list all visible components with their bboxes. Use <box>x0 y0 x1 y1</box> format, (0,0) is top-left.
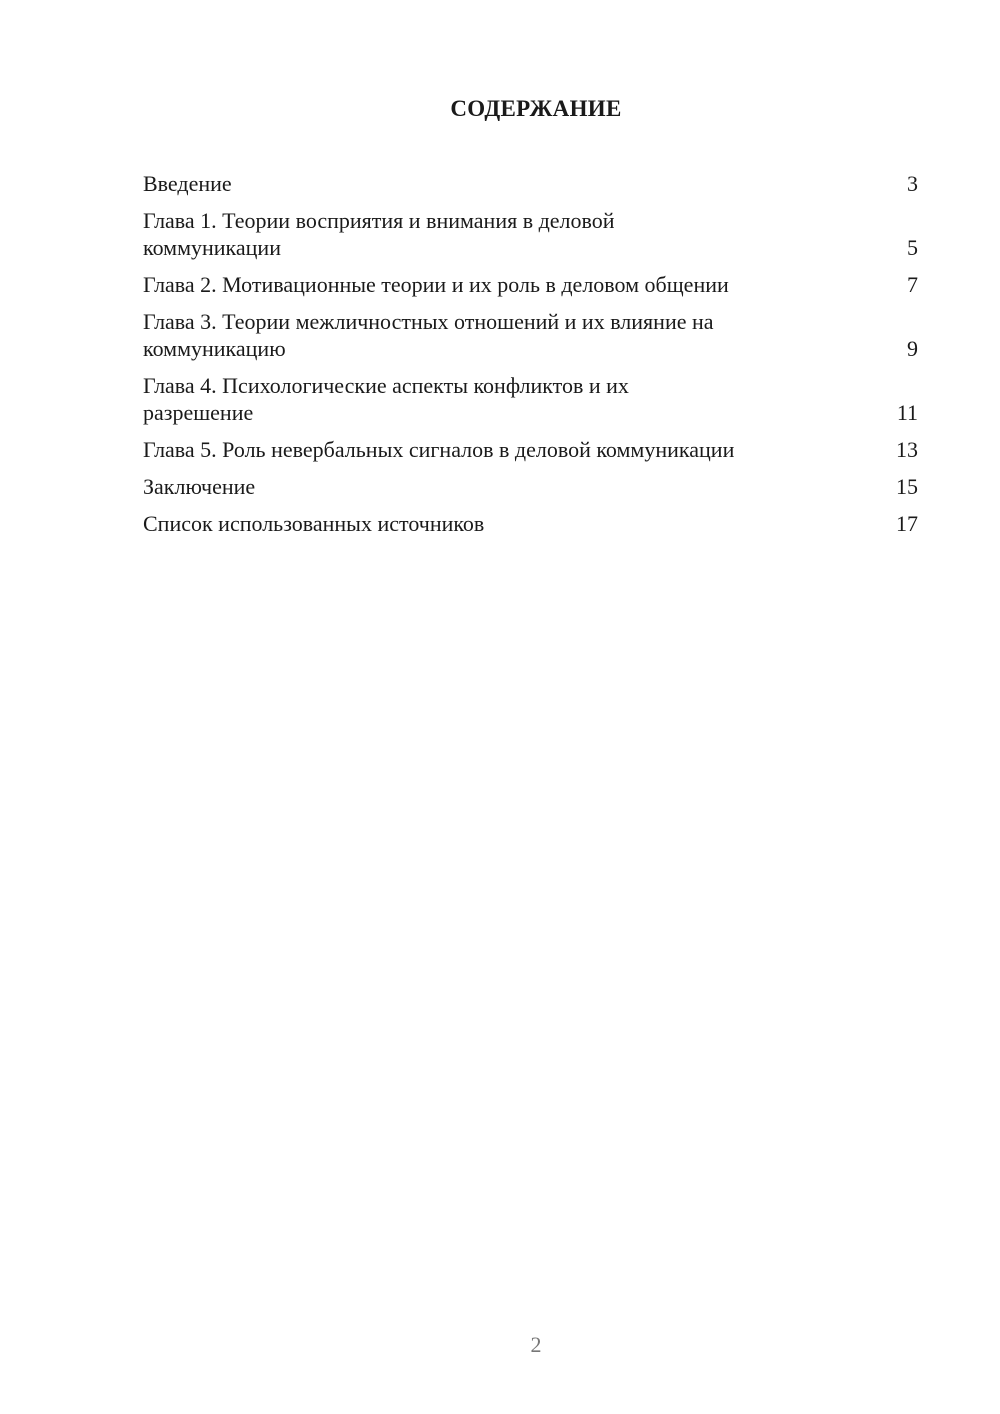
toc-entry-page: 9 <box>907 336 918 361</box>
toc-entry-references <box>143 510 918 537</box>
toc-entry-title: Глава 1. Теории восприятия и внимания в деловой коммуникации <box>143 208 615 260</box>
toc-entry-page: 15 <box>896 474 918 499</box>
toc-entry-title: Заключение <box>143 474 256 499</box>
toc-entry-page: 11 <box>896 400 918 425</box>
toc-entry-page: 7 <box>907 272 918 297</box>
toc-entry-title: Список использованных источников <box>143 511 485 536</box>
page-number: 2 <box>530 1332 542 1357</box>
toc-entry-title: Глава 3. Теории межличностных отношений и их влияние на коммуникацию <box>143 309 714 361</box>
toc-heading: СОДЕРЖАНИЕ <box>450 96 622 121</box>
toc-entry-title: Глава 5. Роль невербальных сигналов в деловой коммуникации <box>143 437 735 462</box>
toc-entry-title: Глава 4. Психологические аспекты конфликтов и их разрешение <box>143 373 629 425</box>
toc-entry-page: 17 <box>896 511 918 536</box>
toc-entry-page: 5 <box>907 235 918 260</box>
toc-entry-title: Глава 2. Мотивационные теории и их роль в деловом общении <box>143 272 729 297</box>
toc-entry-introduction <box>143 170 918 197</box>
toc-entry-conclusion <box>143 473 918 500</box>
toc-entry-page: 13 <box>896 437 918 462</box>
toc-entry-chapter-3 <box>143 308 918 362</box>
toc-entry-page: 3 <box>907 171 918 196</box>
toc-entry-chapter-1 <box>143 207 918 261</box>
toc-entry-chapter-4 <box>143 372 918 426</box>
toc-entry-chapter-5 <box>143 436 918 463</box>
toc-entry-chapter-2 <box>143 271 918 298</box>
toc-entry-title: Введение <box>143 171 232 196</box>
table-of-contents <box>143 170 918 547</box>
